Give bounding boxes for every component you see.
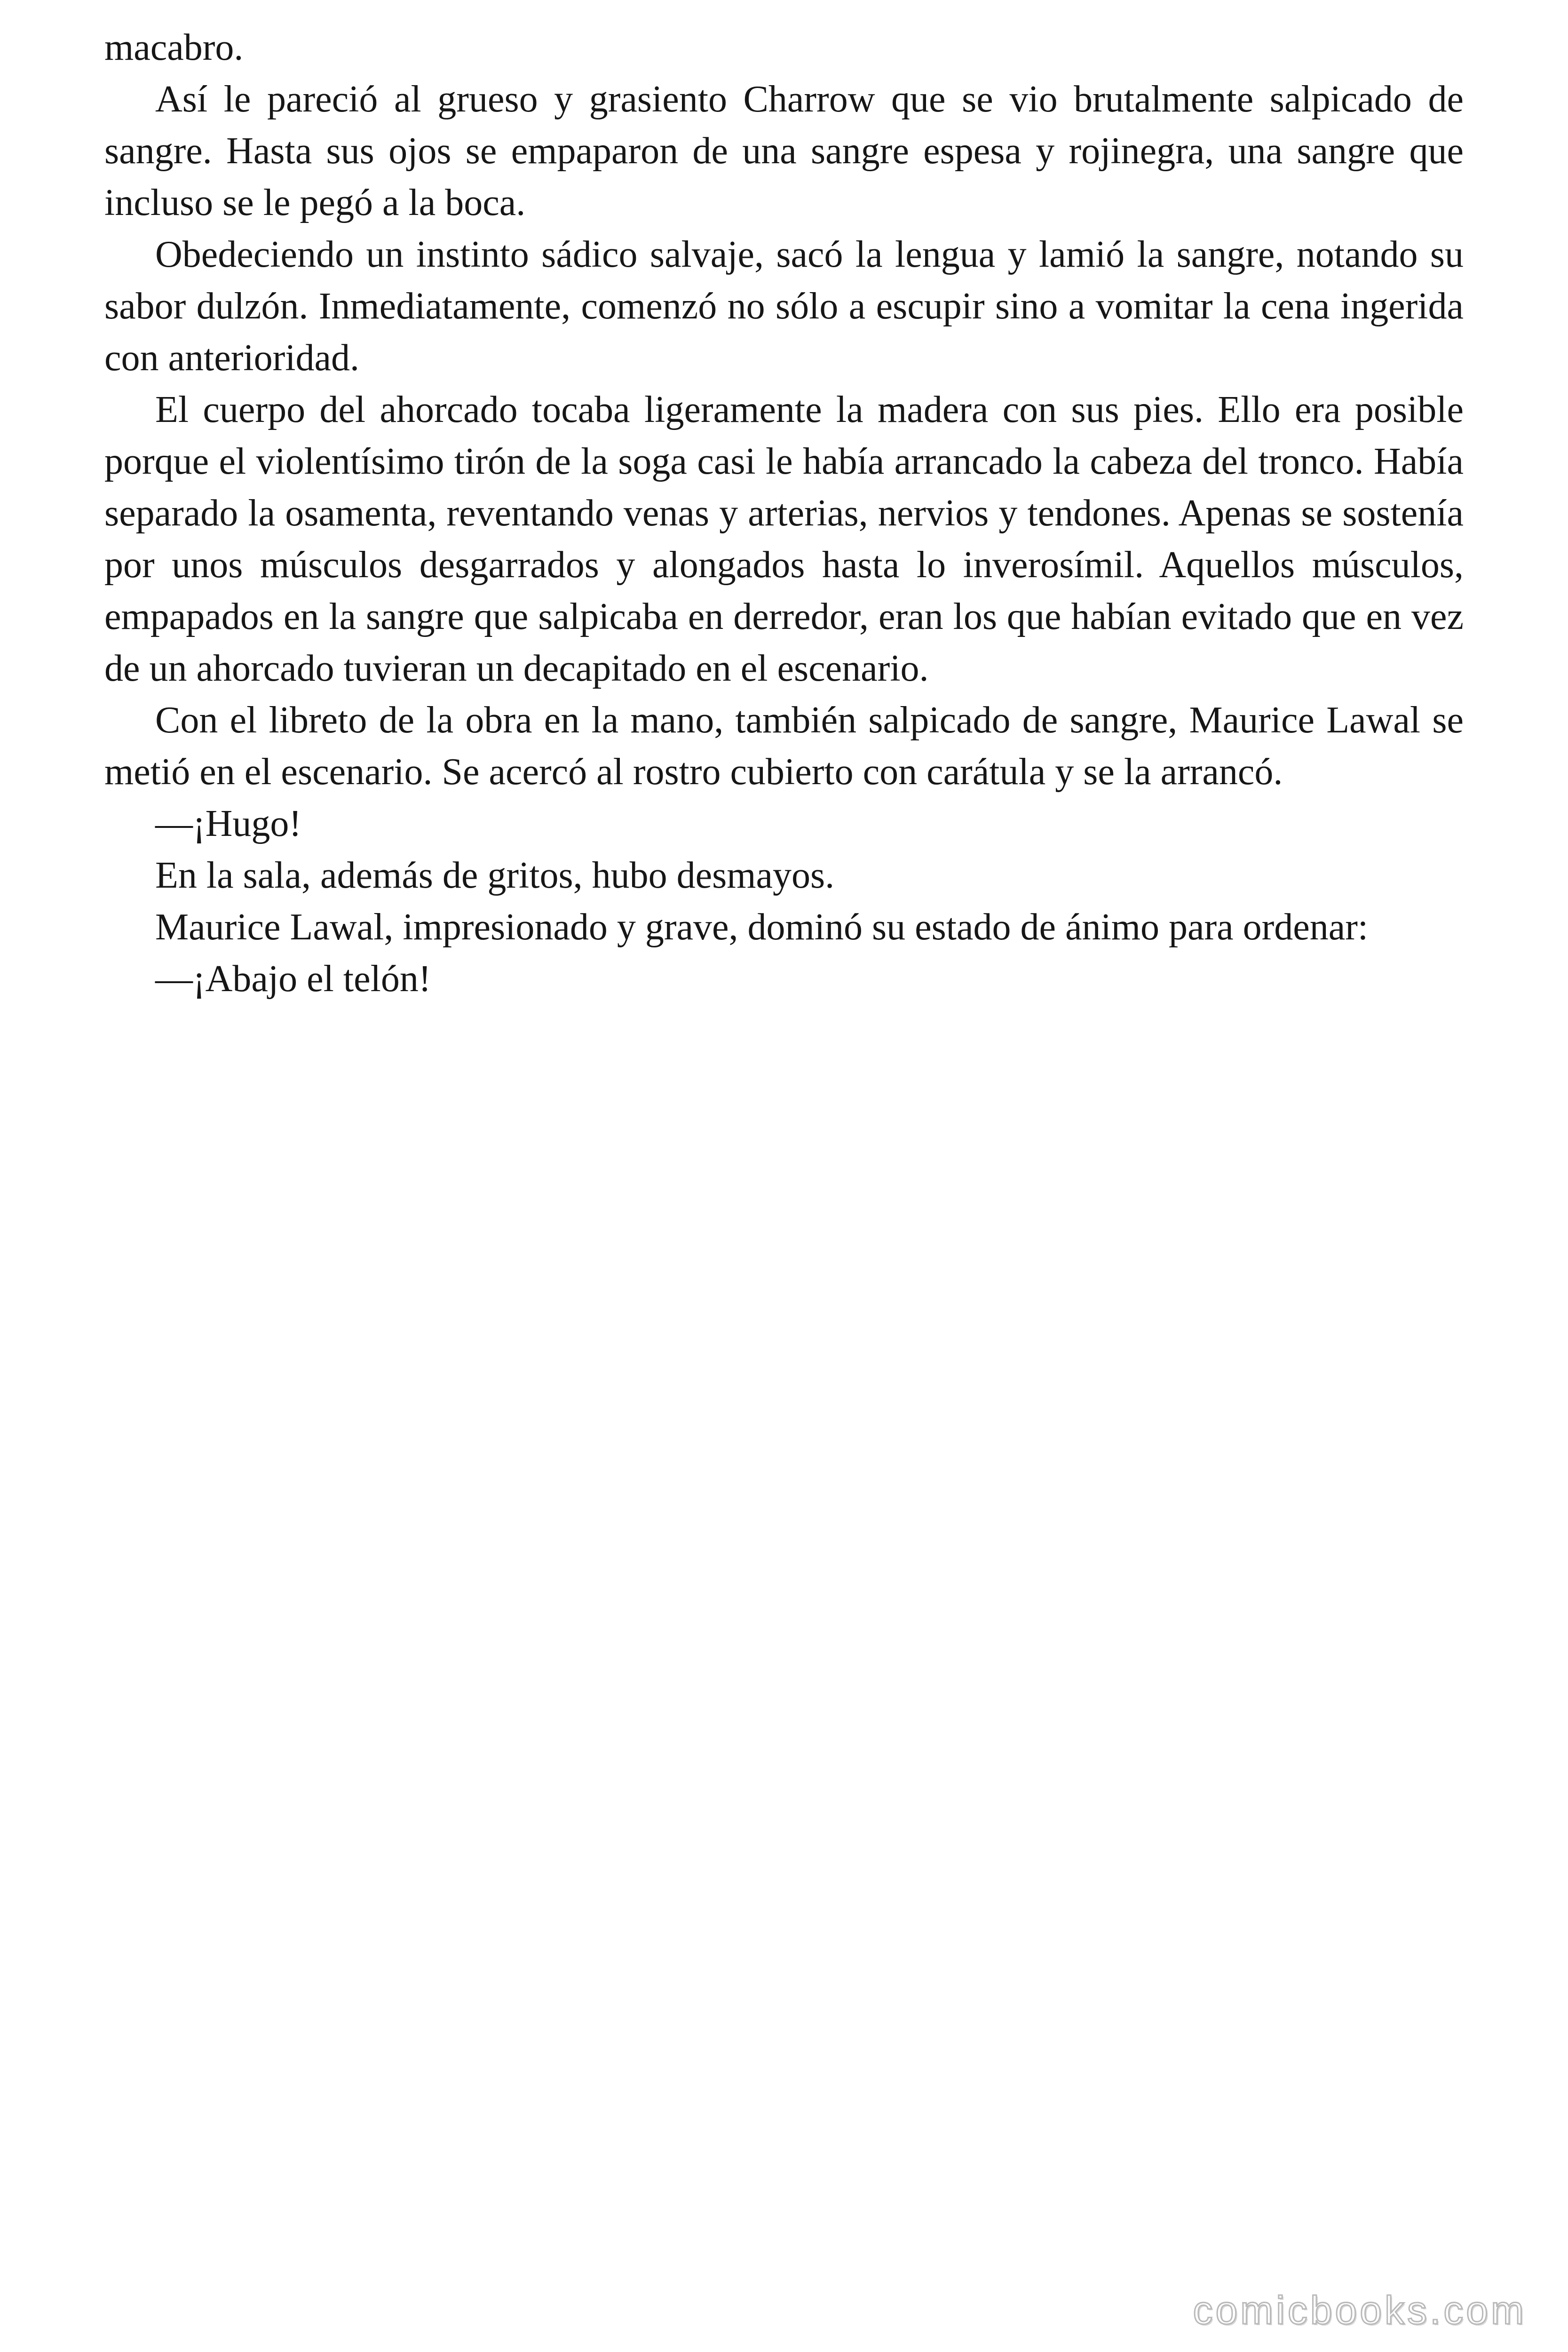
page-text bbox=[104, 22, 1464, 1005]
paragraph-8: Maurice Lawal, impresionado y grave, dominó su estado de ánimo para ordenar: bbox=[155, 906, 1369, 948]
paragraph-2: Así le pareció al grueso y grasiento Charrow que se vio brutalmente salpicado de sangre. Hasta sus ojos se empaparon de una sangre espesa y rojinegra, una sangre que incluso se le pegó a la boca. bbox=[104, 79, 1464, 223]
paragraph-1: macabro. bbox=[104, 27, 244, 68]
paragraph-5: Con el libreto de la obra en la mano, también salpicado de sangre, Maurice Lawal se metió en el escenario. Se acercó al rostro cubierto con carátula y se la arrancó. bbox=[104, 699, 1464, 793]
paragraph-3: Obedeciendo un instinto sádico salvaje, sacó la lengua y lamió la sangre, notando su sabor dulzón. Inmediatamente, comenzó no sólo a escupir sino a vomitar la cena ingerida con anterioridad. bbox=[104, 234, 1464, 379]
paragraph-6: —¡Hugo! bbox=[155, 803, 302, 844]
watermark-text: comicbooks.com bbox=[1193, 2288, 1527, 2332]
paragraph-7: En la sala, además de gritos, hubo desmayos. bbox=[155, 855, 835, 896]
paragraph-4: El cuerpo del ahorcado tocaba ligeramente la madera con sus pies. Ello era posible porque el violentísimo tirón de la soga casi le había arrancado la cabeza del tronco. Había separado la osamenta, reventando venas y arterias, nervios y tendones. Apenas se sostenía por unos músculos desgarrados y alongados hasta lo inverosímil. Aquellos músculos, empapados en la sangre que salpicaba en derredor, eran los que habían evitado que en vez de un ahorcado tuvieran un decapitado en el escenario. bbox=[104, 389, 1464, 689]
paragraph-9: —¡Abajo el telón! bbox=[155, 958, 431, 1000]
